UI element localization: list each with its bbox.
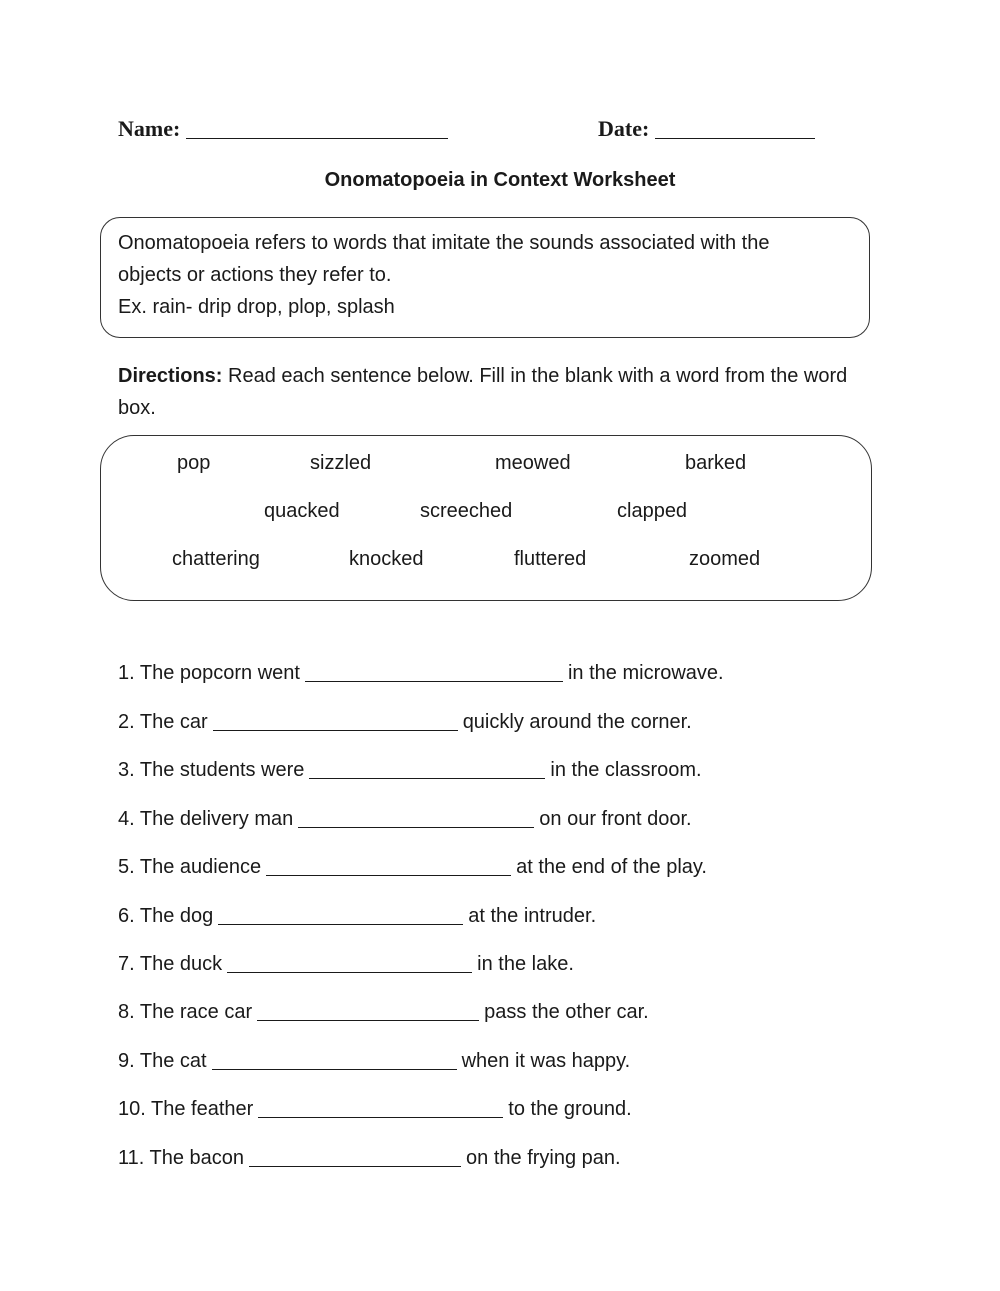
sentence-2 <box>118 711 692 734</box>
answer-blank-2[interactable] <box>213 712 458 731</box>
sentence-text-after: in the microwave. <box>567 662 724 684</box>
sentence-text-before: 2. The car <box>118 711 208 733</box>
answer-blank-8[interactable] <box>257 1002 479 1021</box>
worksheet-title: Onomatopoeia in Context Worksheet <box>324 169 676 191</box>
sentence-text-after: at the end of the play. <box>516 856 707 878</box>
sentence-text-after: to the ground. <box>508 1098 632 1120</box>
sentence-11 <box>118 1147 621 1170</box>
word-bank-item: fluttered <box>514 548 587 570</box>
answer-blank-1[interactable] <box>305 663 563 682</box>
word-bank-item: clapped <box>617 500 688 522</box>
sentence-4 <box>118 808 692 831</box>
sentence-text-before: 11. The bacon <box>118 1147 245 1169</box>
answer-blank-6[interactable] <box>218 906 463 925</box>
sentence-6 <box>118 905 596 928</box>
sentence-text-after: in the classroom. <box>550 759 702 781</box>
answer-blank-9[interactable] <box>212 1051 457 1070</box>
sentence-text-after: quickly around the corner. <box>462 711 692 733</box>
word-bank-item: sizzled <box>310 452 372 474</box>
date-field <box>598 116 815 142</box>
sentence-text-before: 4. The delivery man <box>118 808 294 830</box>
name-field <box>118 116 448 142</box>
sentence-text-after: at the intruder. <box>468 905 597 927</box>
definition-example: Ex. rain- drip drop, plop, splash <box>118 296 395 318</box>
sentence-text-before: 8. The race car <box>118 1001 253 1023</box>
word-bank-item: pop <box>177 452 211 474</box>
word-bank-item: zoomed <box>689 548 761 570</box>
word-bank-item: meowed <box>495 452 571 474</box>
word-bank-item: chattering <box>172 548 260 570</box>
sentence-text-before: 3. The students were <box>118 759 305 781</box>
answer-blank-4[interactable] <box>298 809 534 828</box>
directions-label: Directions: <box>118 365 223 387</box>
word-bank-item: knocked <box>349 548 424 570</box>
sentence-text-before: 7. The duck <box>118 953 223 975</box>
sentence-text-after: in the lake. <box>477 953 574 975</box>
sentence-text-after: when it was happy. <box>461 1050 631 1072</box>
word-bank-item: quacked <box>264 500 340 522</box>
answer-blank-10[interactable] <box>258 1099 503 1118</box>
answer-blank-11[interactable] <box>249 1148 461 1167</box>
name-label: Name: <box>118 116 181 141</box>
sentence-7 <box>118 953 574 976</box>
name-blank[interactable] <box>186 137 448 139</box>
answer-blank-5[interactable] <box>266 857 511 876</box>
sentence-text-before: 5. The audience <box>118 856 262 878</box>
answer-blank-3[interactable] <box>309 760 545 779</box>
sentence-3 <box>118 759 702 782</box>
sentence-text-after: pass the other car. <box>484 1001 649 1023</box>
sentence-text-after: on the frying pan. <box>466 1147 621 1169</box>
date-label: Date: <box>598 116 650 141</box>
word-bank-item: screeched <box>420 500 513 522</box>
sentence-5 <box>118 856 707 879</box>
directions <box>118 360 888 424</box>
sentence-1 <box>118 662 724 685</box>
sentence-text-before: 9. The cat <box>118 1050 207 1072</box>
word-bank-item: barked <box>685 452 747 474</box>
definition-line-2: objects or actions they refer to. <box>118 264 392 286</box>
definition-line-1: Onomatopoeia refers to words that imitate the sounds associated with the <box>118 232 770 254</box>
sentence-text-before: 6. The dog <box>118 905 214 927</box>
sentence-text-after: on our front door. <box>539 808 692 830</box>
answer-blank-7[interactable] <box>227 954 472 973</box>
sentence-text-before: 10. The feather <box>118 1098 254 1120</box>
sentence-text-before: 1. The popcorn went <box>118 662 300 684</box>
date-blank[interactable] <box>655 137 815 139</box>
sentence-9 <box>118 1050 630 1073</box>
sentence-8 <box>118 1001 649 1024</box>
directions-text: Read each sentence below. Fill in the blank with a word from the word box. <box>118 365 848 419</box>
sentence-10 <box>118 1098 632 1121</box>
